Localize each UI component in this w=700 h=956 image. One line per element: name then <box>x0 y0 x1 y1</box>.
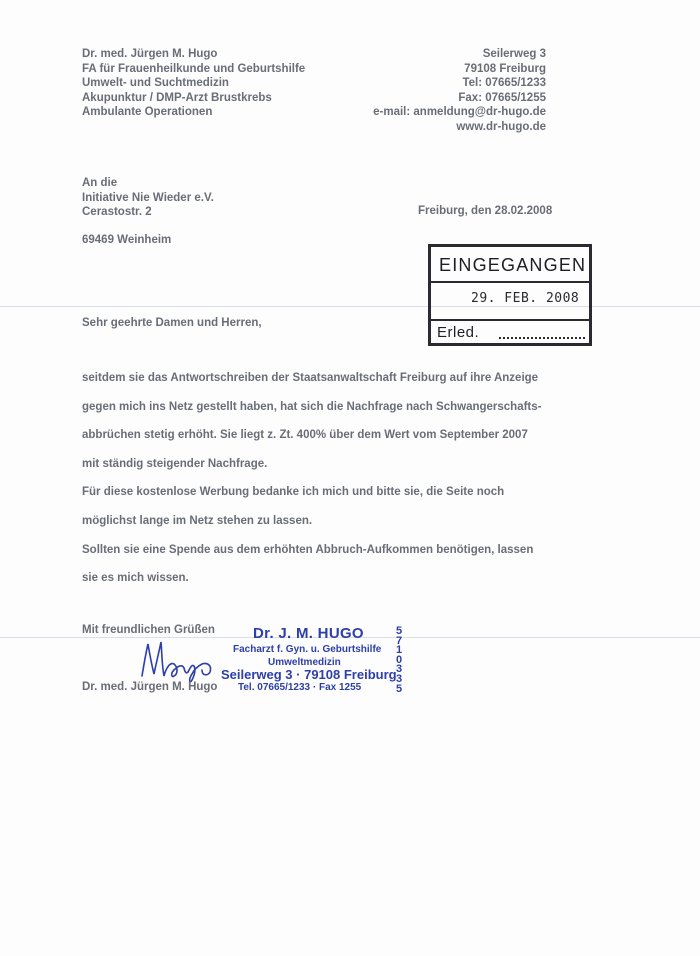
letter-body <box>82 364 541 593</box>
contact-line: Tel: 07665/1233 <box>462 77 546 90</box>
recipient-postal: 69469 Weinheim <box>82 234 172 246</box>
stamp-erled-label: Erled. <box>437 324 480 341</box>
sender-line: Akupunktur / DMP-Arzt Brustkrebs <box>82 91 272 104</box>
body-line: Sollten sie eine Spende aus dem erhöhten Abbruch-Aufkommen benötigen, lassen <box>82 543 534 556</box>
contact-line: e-mail: anmeldung@dr-hugo.de <box>373 106 546 119</box>
practice-stamp-name: Dr. J. M. HUGO <box>253 625 364 642</box>
sender-line: FA für Frauenheilkunde und Geburtshilfe <box>82 62 306 75</box>
stamp-date: 29. FEB. 2008 <box>471 291 580 306</box>
body-line: abbrüchen stetig erhöht. Sie liegt z. Zt. 400% über dem Wert vom September 2007 <box>82 429 528 442</box>
recipient-line: Initiative Nie Wieder e.V. <box>82 191 214 204</box>
body-line: möglichst lange im Netz stehen zu lassen. <box>82 514 313 527</box>
stamp-erled-row <box>431 319 589 346</box>
handwritten-signature <box>134 634 224 684</box>
body-line: Für diese kostenlose Werbung bedanke ich mich und bitte sie, die Seite noch <box>82 486 505 499</box>
stamp-title: EINGEGANGEN <box>439 255 587 275</box>
stamp-header <box>431 247 589 283</box>
recipient-line: Cerastostr. 2 <box>82 206 152 219</box>
body-line: sie es mich wissen. <box>82 572 189 585</box>
practice-stamp-address: Seilerweg 3 · 79108 Freiburg <box>221 667 397 682</box>
sender-line: Dr. med. Jürgen M. Hugo <box>82 48 218 60</box>
practice-stamp-phone: Tel. 07665/1233 · Fax 1255 <box>238 682 362 693</box>
place-date: Freiburg, den 28.02.2008 <box>418 205 553 217</box>
practice-stamp-field: Umweltmedizin <box>268 657 341 668</box>
sender-line: Umwelt- und Suchtmedizin <box>82 77 229 90</box>
salutation: Sehr geehrte Damen und Herren, <box>82 317 262 329</box>
contact-line: www.dr-hugo.de <box>456 120 546 133</box>
contact-line: Seilerweg 3 <box>482 48 546 60</box>
stamp-dotted-line <box>499 337 585 339</box>
body-line: mit ständig steigender Nachfrage. <box>82 457 268 470</box>
body-line: seitdem sie das Antwortschreiben der Staatsanwaltschaft Freiburg auf ihre Anzeige <box>82 372 539 384</box>
received-stamp <box>428 244 592 346</box>
recipient-line: An die <box>82 177 118 189</box>
body-line: gegen mich ins Netz gestellt haben, hat sich die Nachfrage nach Schwangerschafts- <box>82 400 542 413</box>
practice-stamp-specialty: Facharzt f. Gyn. u. Geburtshilfe <box>233 644 382 655</box>
letterhead-contact <box>373 47 546 135</box>
sender-line: Ambulante Operationen <box>82 106 213 119</box>
practice-stamp-number: 5710335 <box>395 625 403 695</box>
fold-line <box>0 306 700 307</box>
letterhead-sender <box>82 47 305 120</box>
closing: Mit freundlichen Grüßen <box>82 624 215 636</box>
recipient-address <box>82 176 214 220</box>
contact-line: Fax: 07665/1255 <box>458 91 546 104</box>
contact-line: 79108 Freiburg <box>464 62 546 75</box>
signature-name: Dr. med. Jürgen M. Hugo <box>82 681 218 693</box>
